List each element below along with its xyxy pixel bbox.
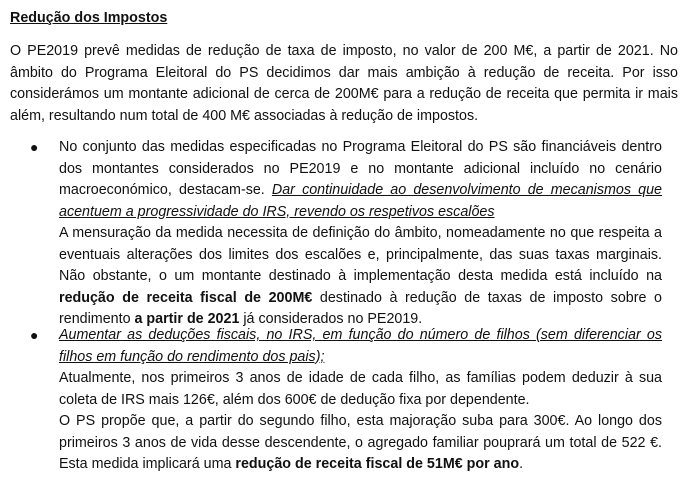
bullet-item-2 bbox=[59, 325, 662, 476]
section-title: Redução dos Impostos bbox=[10, 10, 168, 26]
bullet-1-paragraph-2 bbox=[59, 223, 662, 331]
bullet-1-heading: Dar continuidade ao desenvolvimento de mecanismos que acentuem a progressividade do IRS, revendo os respetivos escalões bbox=[59, 182, 662, 220]
bullet-2-paragraph-2 bbox=[59, 411, 662, 476]
bullet-1-paragraph-1 bbox=[59, 137, 662, 223]
bullet-2-text-a: O PS propõe que, a partir do segundo filho, esta majoração suba para 300€. Ao longo dos primeiros 3 anos de vida desse descendente, o agregado familiar pouprará um total de 522 €. Esta medida implicará uma bbox=[59, 413, 662, 472]
intro-paragraph: O PE2019 prevê medidas de redução de taxa de imposto, no valor de 200 M€, a partir de 2021. No âmbito do Programa Eleitoral do PS decidimos dar mais ambição à redução de receita. Por isso considerámos um montante adicional de cerca de 200M€ para a redução de receita que permita ir mais além, resultando num total de 400 M€ associadas à redução de impostos. bbox=[10, 43, 678, 124]
bullet-marker-2: ● bbox=[30, 327, 39, 343]
bullet-2-heading: Aumentar as deduções fiscais, no IRS, em função do número de filhos (sem diferenciar os filhos em função do rendimento dos pais); bbox=[59, 327, 662, 365]
bullet-1-emphasis-year: a partir de 2021 bbox=[134, 311, 240, 327]
bullet-marker-1: ● bbox=[30, 139, 39, 155]
bullet-1-text-a: A mensuração da medida necessita de definição do âmbito, nomeadamente no que respeita a eventuais alterações dos limites dos escalões e, principalmente, das suas taxas marginais. Não obstante, o um montante destinado à implementação desta medida está incluído na bbox=[59, 225, 662, 284]
bullet-1-emphasis-revenue: redução de receita fiscal de 200M€ bbox=[59, 289, 313, 306]
bullet-item-1 bbox=[59, 137, 662, 331]
bullet-2-paragraph-1: Atualmente, nos primeiros 3 anos de idade de cada filho, as famílias podem deduzir à sua coleta de IRS mais 126€, além dos 600€ de dedução fixa por dependente. bbox=[59, 370, 662, 408]
bullet-1-text-c: destinado à redução de taxas de imposto sobre o rendimento bbox=[59, 289, 662, 327]
bullet-1-lead: No conjunto das medidas especificadas no Programa Eleitoral do PS são financiáveis dentro dos montantes considerados no PE2019 e no montante adicional incluído no cenário macroeconómico, destacam-se. bbox=[59, 139, 662, 198]
bullet-2-text-c: . bbox=[519, 456, 524, 472]
bullet-2-emphasis-revenue: redução de receita fiscal de 51M€ por ano bbox=[235, 456, 520, 472]
bullet-1-text-e: já considerados no PE2019. bbox=[239, 311, 423, 327]
